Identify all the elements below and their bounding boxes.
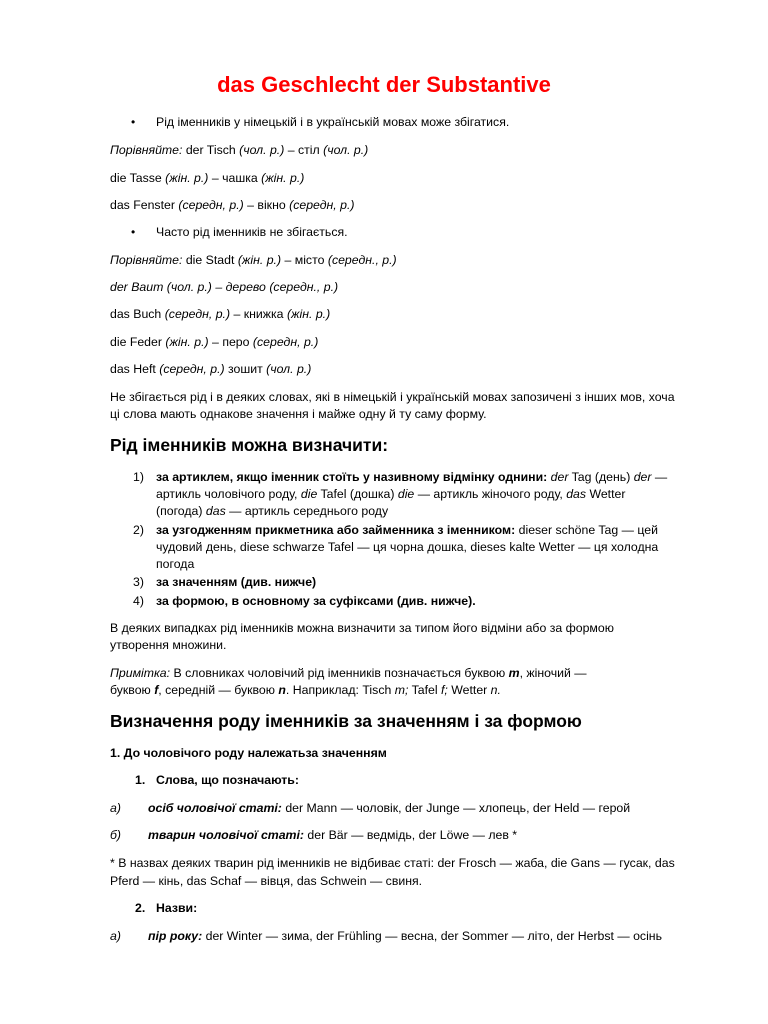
note-label: Примітка: xyxy=(110,666,171,680)
example-line: das Fenster (середн, р.) – вікно (середн, р.) xyxy=(110,198,355,212)
list-item-text: чудовий день, diese schwarze Tafel — ця чорна дошка, dieses kalte Wetter — ця холодна xyxy=(156,540,659,554)
sub-number: 1. xyxy=(135,773,146,787)
sub-number: 2. xyxy=(135,901,146,915)
bullet-dot: • xyxy=(131,225,136,239)
bullet-text: Рід іменників у німецькій і в українській мовах може збігатися. xyxy=(156,115,510,129)
footnote-line: * В назвах деяких тварин рід іменників не відбиває статі: der Frosch — жаба, die Gans — гусак, das xyxy=(110,856,675,870)
list-number: 4) xyxy=(133,594,144,608)
example-line: die Feder (жін. р.) – перо (середн, р.) xyxy=(110,335,319,349)
document-title: das Geschlecht der Substantive xyxy=(217,72,551,97)
row-letter: б) xyxy=(110,828,122,842)
example-line: die Tasse (жін. р.) – чашка (жін. р.) xyxy=(110,171,305,185)
example-line: Порівняйте: der Tisch (чол. р.) – стіл (чол. р.) xyxy=(110,143,369,157)
note-line: буквою f, середній — буквою n. Наприклад: Tisch m; Tafel f; Wetter n. xyxy=(110,683,501,697)
example-line: Порівняйте: die Stadt (жін. р.) – місто (середн., р.) xyxy=(110,253,397,267)
bullet-text: Часто рід іменників не збігається. xyxy=(156,225,348,239)
row-letter: а) xyxy=(110,801,121,815)
list-item-text: за узгодженням прикметника або займенника з іменником: dieser schöne Tag — цей xyxy=(156,523,658,537)
list-item-text: за артиклем, якщо іменник стоїть у називному відмінку однини: der Tag (день) der — xyxy=(156,470,668,484)
example-line: das Heft (середн, р.) зошит (чол. р.) xyxy=(110,362,312,376)
row-letter: а) xyxy=(110,929,121,943)
list-item-text: (погода) das — артикль середнього роду xyxy=(156,504,389,518)
paragraph-line: В деяких випадках рід іменників можна визначити за типом його відміни або за формою xyxy=(110,621,614,635)
list-number: 2) xyxy=(133,523,144,537)
sub-heading: Назви: xyxy=(156,901,198,915)
row-text: осіб чоловічої статі: der Mann — чоловік, der Junge — хлопець, der Held — герой xyxy=(148,801,631,815)
footnote-line: Pferd — кінь, das Schaf — вівця, das Schwein — свиня. xyxy=(110,874,423,888)
row-text: пір року: der Winter — зима, der Frühling — весна, der Sommer — літо, der Herbst — осінь xyxy=(148,929,662,943)
list-number: 3) xyxy=(133,575,144,589)
list-item-text: погода xyxy=(156,557,195,571)
section-heading: Рід іменників можна визначити: xyxy=(110,435,389,455)
bullet-dot: • xyxy=(131,115,136,129)
list-number: 1) xyxy=(133,470,144,484)
paragraph-line: ці слова мають однакове значення і майже одну й ту саму форму. xyxy=(110,407,487,421)
compare-label: Порівняйте: xyxy=(110,253,183,267)
example-line: das Buch (середн, р.) – книжка (жін. р.) xyxy=(110,307,331,321)
paragraph-line: Не збігається рід і в деяких словах, які в німецькій і українській мовах запозичені з інших мов, хоча xyxy=(110,390,675,404)
section-heading: Визначення роду іменників за значенням і за формою xyxy=(110,711,582,731)
list-item-text: за значенням (див. нижче) xyxy=(156,575,317,589)
subsection-heading: 1. До чоловічого роду належатьза значенням xyxy=(110,746,387,760)
paragraph-line: утворення множини. xyxy=(110,638,227,652)
list-item-text: артикль чоловічого роду, die Tafel (дошка) die — артикль жіночого роду, das Wetter xyxy=(156,487,626,501)
note-line: Примітка: В словниках чоловічий рід іменників позначається буквою m, жіночий — xyxy=(110,666,587,680)
row-text: тварин чоловічої статі: der Bär — ведмідь, der Löwe — лев * xyxy=(148,828,518,842)
compare-label: Порівняйте: xyxy=(110,143,183,157)
list-item-text: за формою, в основному за суфіксами (див. нижче). xyxy=(156,594,476,608)
sub-heading: Слова, що позначають: xyxy=(156,773,299,787)
example-line: der Baum (чол. р.) – дерево (середн., р.) xyxy=(110,280,339,294)
